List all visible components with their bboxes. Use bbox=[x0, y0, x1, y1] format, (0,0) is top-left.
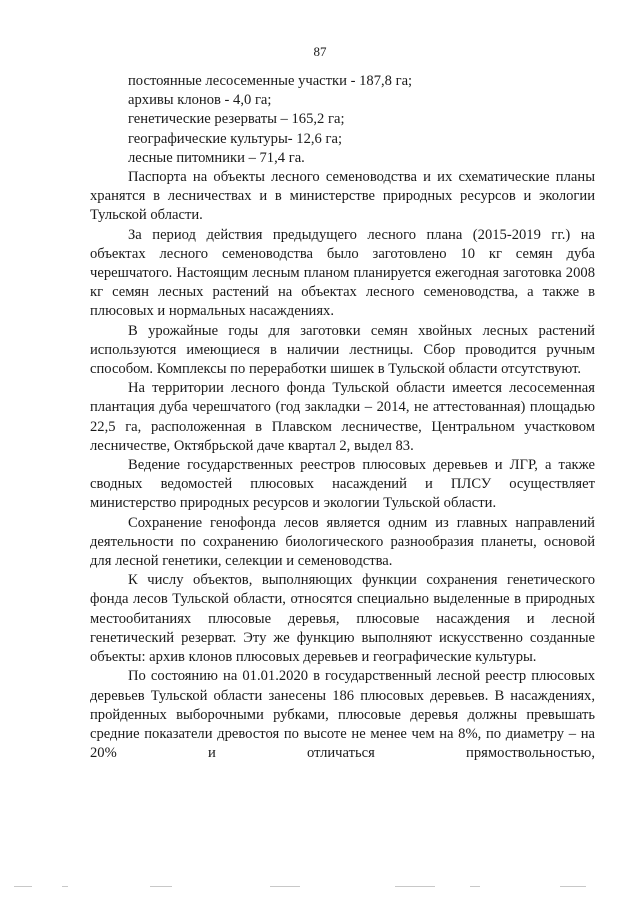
list-item: постоянные лесосеменные участки - 187,8 га; bbox=[128, 73, 413, 89]
paragraph: К числу объектов, выполняющих функции сохранения генетического фонда лесов Тульской области, относятся специально выделенные в природных местообитаниях плюсовые деревья, плюсовые насаждения и лесной генетический резерват. Эту же функцию выполняют искусственно созданные объекты: архив клонов плюсовых деревьев и географические культуры. bbox=[90, 572, 595, 666]
paragraph: За период действия предыдущего лесного плана (2015-2019 гг.) на объектах лесного семеноводства было заготовлено 10 кг семян дуба черешчатого. Настоящим лесным планом планируется ежегодная заготовка 2008 кг семян лесных растений на объектах лесного семеноводства, а также в плюсовых и нормальных насаждениях. bbox=[90, 226, 595, 320]
paragraph: В урожайные годы для заготовки семян хвойных лесных растений используются имеющиеся в наличии лестницы. Сбор проводится ручным способом. Комплексы по переработки шишек в Тульской области отсутствуют. bbox=[90, 322, 595, 378]
scan-artifact-strip bbox=[0, 884, 640, 890]
paragraph: Сохранение генофонда лесов является одним из главных направлений деятельности по сохранению биологического разнообразия планеты, основой для лесной генетики, селекции и семеноводства. bbox=[90, 514, 595, 570]
page-number: 87 bbox=[313, 44, 327, 59]
list-item: географические культуры- 12,6 га; bbox=[128, 130, 342, 147]
list-item: архивы клонов - 4,0 га; bbox=[128, 92, 272, 109]
list-item: лесные питомники – 71,4 га. bbox=[128, 149, 305, 166]
paragraph: На территории лесного фонда Тульской области имеется лесосеменная плантация дуба черешчатого (год закладки – 2014, не аттестованная) площадью 22,5 га, расположенная в Плавском лесничестве, Центральном участковом лесничестве, Октябрьской даче квартал 2, выдел 83. bbox=[90, 380, 595, 454]
document-body bbox=[90, 72, 595, 763]
paragraph: По состоянию на 01.01.2020 в государственный лесной реестр плюсовых деревьев Тульской области занесены 186 плюсовых деревьев. В насаждениях, пройденных выборочными рубками, плюсовые деревья должны превышать средние показатели древостоя по высоте не менее чем на 8%, по диаметру – на 20% и отличаться прямоствольностью, bbox=[90, 668, 595, 762]
paragraph: Ведение государственных реестров плюсовых деревьев и ЛГР, а также сводных ведомостей плюсовых насаждений и ПЛСУ осуществляет министерство природных ресурсов и экологии Тульской области. bbox=[90, 457, 595, 512]
list-item: генетические резерваты – 165,2 га; bbox=[128, 111, 345, 128]
paragraph: Паспорта на объекты лесного семеноводства и их схематические планы хранятся в лесничествах и в министерстве природных ресурсов и экологии Тульской области. bbox=[90, 169, 595, 224]
